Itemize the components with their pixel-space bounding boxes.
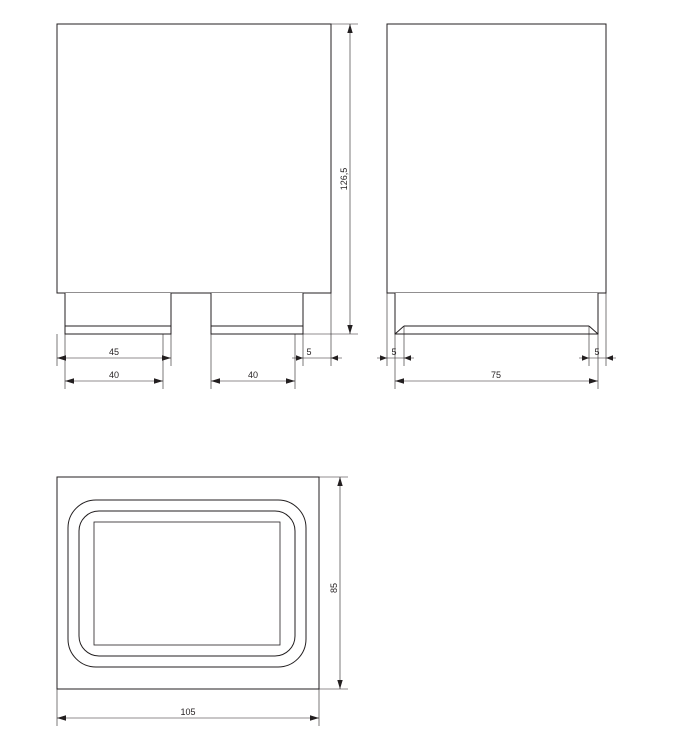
dimension-label: 105 bbox=[180, 707, 196, 717]
side-view-foot bbox=[395, 293, 598, 334]
front-view-body bbox=[57, 24, 331, 293]
dimension-label: 40 bbox=[247, 370, 259, 380]
front-view-foot-right bbox=[211, 293, 303, 334]
arrow-head bbox=[162, 355, 171, 360]
arrow-head bbox=[331, 355, 338, 360]
dimension-label: 45 bbox=[108, 347, 120, 357]
arrow-head bbox=[296, 355, 303, 360]
arrow-head bbox=[65, 378, 74, 383]
dimension-label: 85 bbox=[329, 582, 339, 594]
arrow-head bbox=[286, 378, 295, 383]
dimension-label: 5 bbox=[594, 347, 600, 357]
arrow-head bbox=[582, 355, 589, 360]
arrow-head bbox=[211, 378, 220, 383]
dimension-label: 40 bbox=[108, 370, 120, 380]
front-view bbox=[57, 24, 331, 334]
dimension-front-foot-right bbox=[211, 334, 295, 389]
arrow-head bbox=[347, 24, 352, 33]
arrow-head bbox=[154, 378, 163, 383]
arrow-head bbox=[404, 355, 411, 360]
arrow-head bbox=[589, 378, 598, 383]
dimension-label: 126,5 bbox=[339, 167, 349, 191]
dimension-side-width bbox=[395, 334, 598, 389]
front-view-foot-left bbox=[65, 293, 171, 334]
arrow-head bbox=[337, 477, 342, 486]
arrow-head bbox=[380, 355, 387, 360]
dimension-label: 75 bbox=[490, 370, 502, 380]
arrow-head bbox=[347, 325, 352, 334]
dimension-top-width bbox=[57, 689, 319, 726]
arrow-head bbox=[57, 355, 66, 360]
side-view bbox=[387, 24, 606, 334]
arrow-head bbox=[606, 355, 613, 360]
arrow-head bbox=[57, 715, 66, 720]
dimension-front-foot-left bbox=[65, 334, 163, 389]
side-view-body bbox=[387, 24, 606, 293]
dimension-label: 5 bbox=[306, 347, 312, 357]
arrow-head bbox=[310, 715, 319, 720]
dimension-label: 5 bbox=[391, 347, 397, 357]
arrow-head bbox=[337, 680, 342, 689]
dimension-top-depth bbox=[319, 477, 348, 689]
top-view-rim-inner bbox=[79, 511, 295, 656]
arrow-head bbox=[395, 378, 404, 383]
top-view bbox=[57, 477, 319, 689]
